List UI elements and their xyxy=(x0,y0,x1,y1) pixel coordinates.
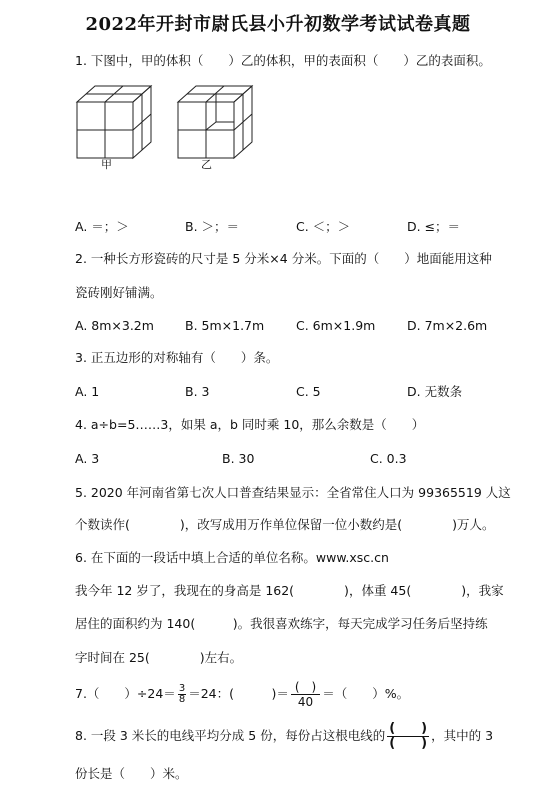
q1-option-a[interactable]: A. ＝；＞ xyxy=(75,219,129,234)
q3-option-c[interactable]: C. 5 xyxy=(296,384,321,399)
question-1-text: 1. 下图中，甲的体积（ ）乙的体积，甲的表面积（ ）乙的表面积。 xyxy=(75,53,491,68)
q2-option-b[interactable]: B. 5m×1.7m xyxy=(185,318,265,333)
cube-label-yi: 乙 xyxy=(201,158,212,171)
q2-option-a[interactable]: A. 8m×3.2m xyxy=(75,318,154,333)
question-8-line2: 份长是（ ）米。 xyxy=(75,766,188,781)
question-6-line3: 居住的面积约为 140( )。我很喜欢练字，每天完成学习任务后坚持练 xyxy=(75,616,488,631)
question-2-line1: 2. 一种长方形瓷砖的尺寸是 5 分米×4 分米。下面的（ ）地面能用这种 xyxy=(75,251,492,266)
question-4-text: 4. a÷b=5……3，如果 a，b 同时乘 10，那么余数是（ ） xyxy=(75,417,425,432)
q4-option-a[interactable]: A. 3 xyxy=(75,451,100,466)
q8-post: ，其中的 3 xyxy=(431,728,494,743)
q3-option-a[interactable]: A. 1 xyxy=(75,384,100,399)
q7-fraction-blank-40[interactable]: $\frac{( )}{40}$ xyxy=(291,680,320,709)
cube-figure-yi xyxy=(176,80,256,160)
q3-option-d[interactable]: D. 无数条 xyxy=(407,384,463,399)
q1-option-c[interactable]: C. ＜；＞ xyxy=(296,219,351,234)
question-6-line1: 6. 在下面的一段话中填上合适的单位名称。www.xsc.cn xyxy=(75,550,389,565)
q1-option-b[interactable]: B. ＞；＝ xyxy=(185,219,240,234)
q7-pre: 7.（ ）÷24＝ xyxy=(75,686,176,701)
q2-option-d[interactable]: D. 7m×2.6m xyxy=(407,318,488,333)
question-5-line1: 5. 2020 年河南省第七次人口普查结果显示：全省常住人口为 99365519 人这 xyxy=(75,485,511,500)
q2-option-c[interactable]: C. 6m×1.9m xyxy=(296,318,376,333)
q7-fraction-3-8: $\frac{3}{8}$ xyxy=(178,683,186,705)
question-6-line2: 我今年 12 岁了，我现在的身高是 162( )，体重 45( )，我家 xyxy=(75,583,504,598)
q3-option-b[interactable]: B. 3 xyxy=(185,384,210,399)
q8-fraction-blank[interactable]: $\frac{( )}{( )}$ xyxy=(389,721,428,751)
q8-pre: 8. 一段 3 米长的电线平均分成 5 份，每份占这根电线的 xyxy=(75,728,386,743)
q7-mid: ＝24：( )＝ xyxy=(188,686,289,701)
q7-post: ＝（ ）%。 xyxy=(322,686,410,701)
question-8-line1 xyxy=(75,722,493,751)
q1-option-d[interactable]: D. ≤；＝ xyxy=(407,219,461,234)
q4-option-b[interactable]: B. 30 xyxy=(222,451,255,466)
cube-figure-jia xyxy=(75,80,155,160)
question-3-text: 3. 正五边形的对称轴有（ ）条。 xyxy=(75,350,279,365)
page-title: 2022年开封市尉氏县小升初数学考试试卷真题 xyxy=(85,14,471,35)
question-7 xyxy=(75,680,409,709)
question-2-line2: 瓷砖刚好铺满。 xyxy=(75,285,163,300)
question-5-line2: 个数读作( )，改写成用万作单位保留一位小数约是( )万人。 xyxy=(75,517,495,532)
question-6-line4: 字时间在 25( )左右。 xyxy=(75,650,243,665)
cube-label-jia: 甲 xyxy=(101,158,112,171)
q4-option-c[interactable]: C. 0.3 xyxy=(370,451,407,466)
